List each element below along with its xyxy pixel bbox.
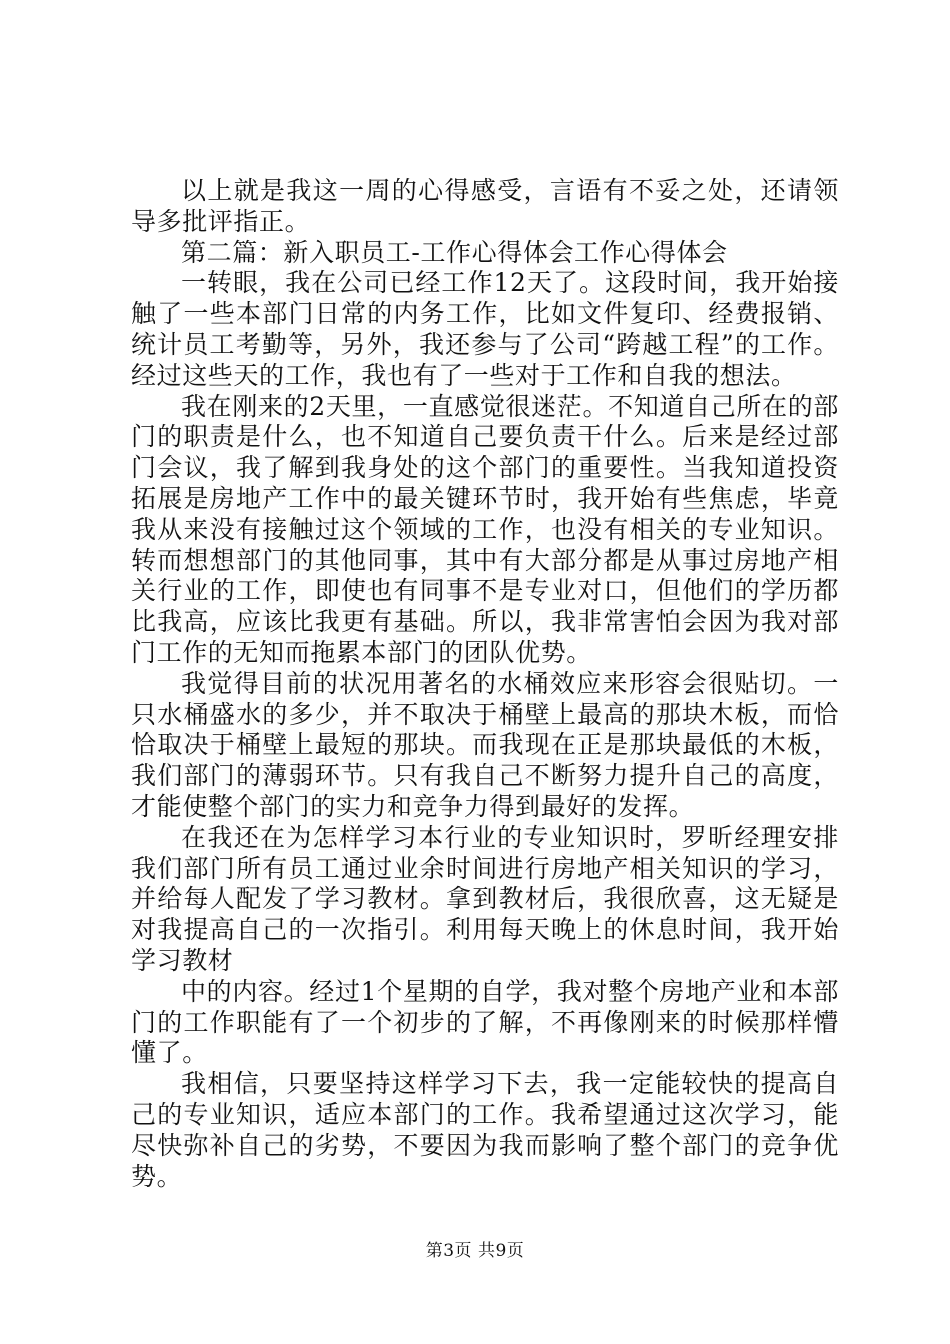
page-number-footer: 第3页 共9页 bbox=[425, 1241, 525, 1261]
paragraph-confusion: 我在刚来的2天里，一直感觉很迷茫。不知道自己所在的部门的职责是什么，也不知道自己要负责干什么。后来是经过部门会议，我了解到我身处的这个部门的重要性。当我知道投资拓展是房地产工作中的最关键环节时，我开始有些焦虑，毕竟我从来没有接触过这个领域的工作，也没有相关的专业知识。转而想想部门的其他同事，其中有大部分都是从事过房地产相关行业的工作，即使也有同事不是专业对口，但他们的学历都比我高，应该比我更有基础。所以，我非常害怕会因为我对部门工作的无知而拖累本部门的团队优势。 bbox=[131, 391, 839, 667]
document-body bbox=[131, 176, 839, 1192]
paragraph-closing: 以上就是我这一周的心得感受，言语有不妥之处，还请领导多批评指正。 bbox=[131, 176, 839, 236]
paragraph-conclusion: 我相信，只要坚持这样学习下去，我一定能较快的提高自己的专业知识，适应本部门的工作。我希望通过这次学习，能尽快弥补自己的劣势，不要因为我而影响了整个部门的竞争优势。 bbox=[131, 1069, 839, 1191]
paragraph-intro: 一转眼，我在公司已经工作12天了。这段时间，我开始接触了一些本部门日常的内务工作，比如文件复印、经费报销、统计员工考勤等，另外，我还参与了公司“跨越工程”的工作。经过这些天的工作，我也有了一些对于工作和自我的想法。 bbox=[131, 268, 839, 390]
paragraph-study-materials: 在我还在为怎样学习本行业的专业知识时，罗昕经理安排我们部门所有员工通过业余时间进行房地产相关知识的学习，并给每人配发了学习教材。拿到教材后，我很欣喜，这无疑是对我提高自己的一次指引。利用每天晚上的休息时间，我开始学习教材 bbox=[131, 822, 839, 975]
paragraph-bucket-effect: 我觉得目前的状况用著名的水桶效应来形容会很贴切。一只水桶盛水的多少，并不取决于桶壁上最高的那块木板，而恰恰取决于桶壁上最短的那块。而我现在正是那块最低的木板，我们部门的薄弱环节。只有我自己不断努力提升自己的高度，才能使整个部门的实力和竞争力得到最好的发挥。 bbox=[131, 668, 839, 821]
section-heading: 第二篇：新入职员工-工作心得体会工作心得体会 bbox=[181, 237, 728, 267]
paragraph-self-study: 中的内容。经过1个星期的自学，我对整个房地产业和本部门的工作职能有了一个初步的了解，不再像刚来的时候那样懵懂了。 bbox=[131, 976, 839, 1068]
